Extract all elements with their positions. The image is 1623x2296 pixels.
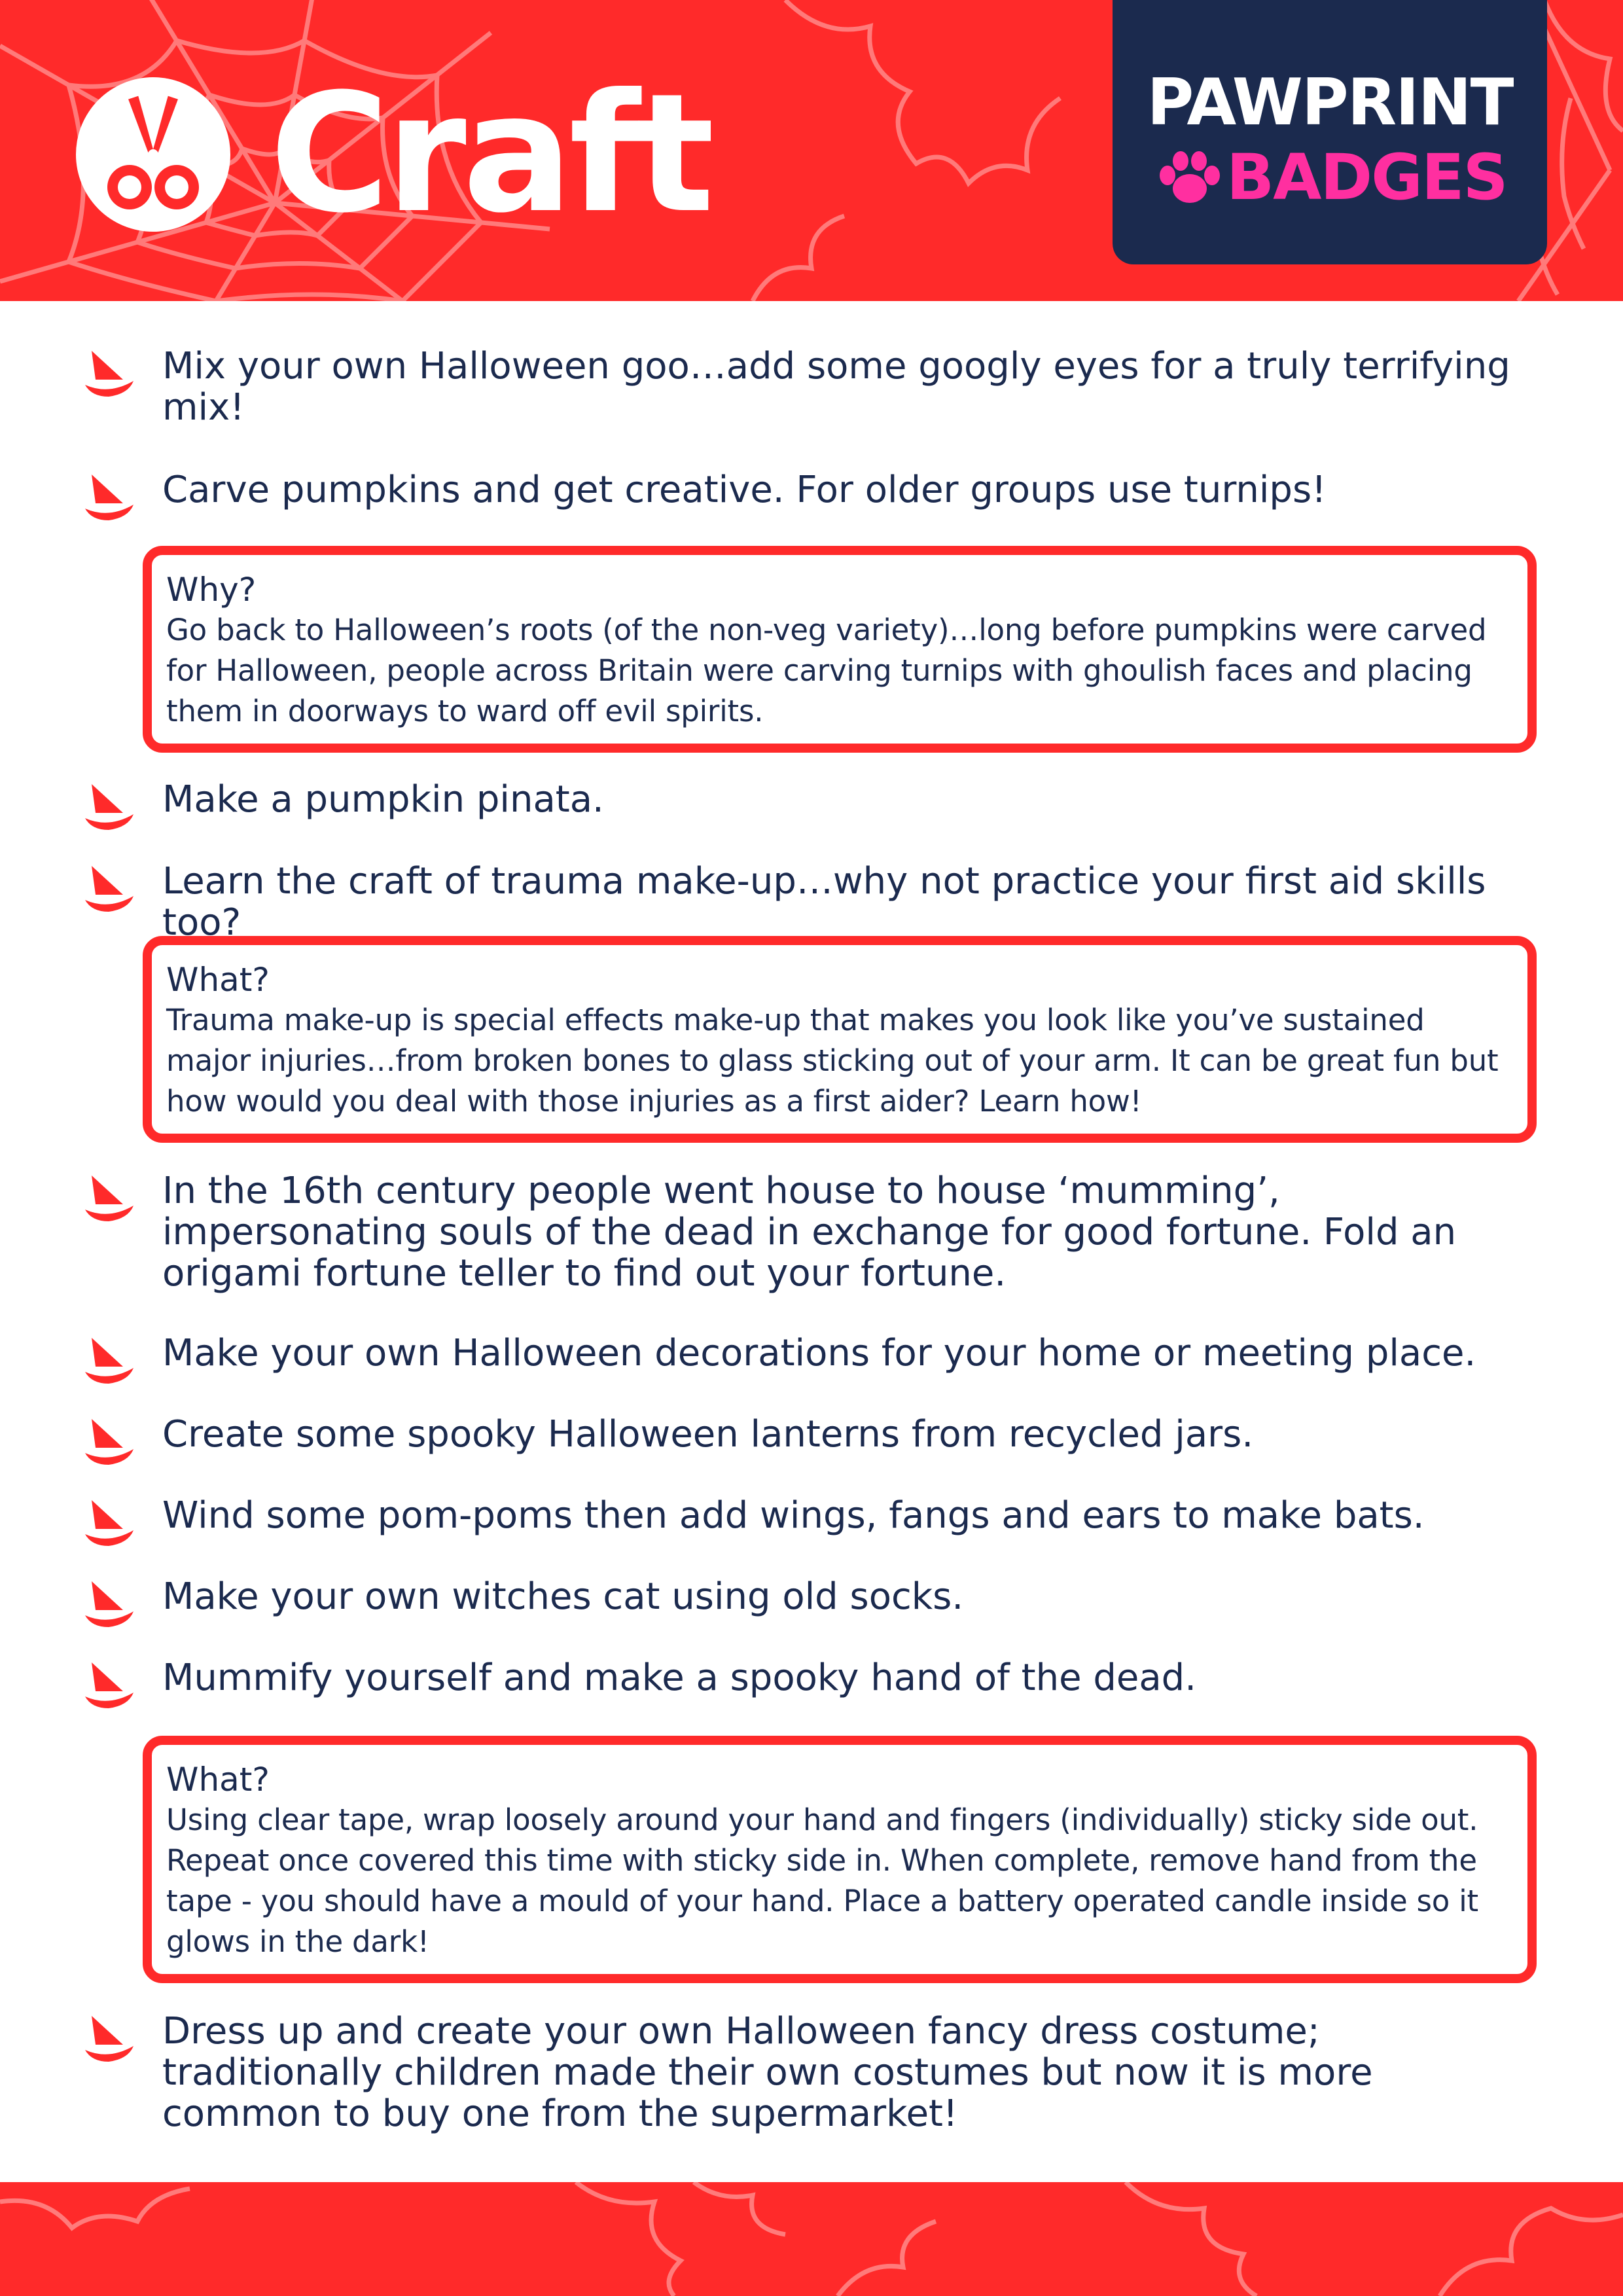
info-box-what-hand xyxy=(143,1736,1537,1983)
bat-wing-decoration xyxy=(0,2182,1623,2296)
item-text: Make a pumpkin pinata. xyxy=(162,778,604,821)
paw-icon xyxy=(1157,149,1220,208)
info-box-title: What? xyxy=(166,961,270,999)
item-text: Mummify yourself and make a spooky hand of the dead. xyxy=(162,1657,1197,1699)
item-text: Create some spooky Halloween lanterns from recycled jars. xyxy=(162,1413,1254,1456)
item-text: Mix your own Halloween goo…add some googly eyes for a truly terrifying mix! xyxy=(162,345,1510,429)
header-banner xyxy=(0,0,1623,301)
info-box-why xyxy=(143,546,1537,753)
witch-hat-icon xyxy=(82,862,137,917)
brand-logo xyxy=(1113,0,1547,264)
footer-banner xyxy=(0,2182,1623,2296)
item-text: Wind some pom-poms then add wings, fangs and ears to make bats. xyxy=(162,1494,1425,1537)
info-box-title: Why? xyxy=(166,571,257,609)
witch-hat-icon xyxy=(82,1577,137,1632)
brand-name-bottom-text: BADGES xyxy=(1226,141,1507,214)
witch-hat-icon xyxy=(82,1172,137,1227)
item-text: Make your own witches cat using old socks. xyxy=(162,1575,964,1618)
item-text: Learn the craft of trauma make-up…why not practice your first aid skills too? xyxy=(162,860,1486,944)
brand-name-top: PAWPRINT xyxy=(1147,65,1513,140)
brand-name-bottom xyxy=(1157,141,1524,213)
witch-hat-icon xyxy=(82,2012,137,2067)
info-box-text: Go back to Halloween’s roots (of the non-veg variety)…long before pumpkins were carved for Halloween, people across Britain were carving turnips with ghoulish faces and placing them in doorways to ward off evil spirits. xyxy=(166,613,1487,728)
witch-hat-icon xyxy=(82,1659,137,1713)
item-text: In the 16th century people went house to house ‘mumming’, impersonating souls of the dead in exchange for good fortune. Fold an origami fortune teller to find out your fortune. xyxy=(162,1170,1457,1295)
witch-hat-icon xyxy=(82,471,137,526)
witch-hat-icon xyxy=(82,1496,137,1551)
info-box-text: Trauma make-up is special effects make-up that makes you look like you’ve sustained major injuries…from broken bones to glass sticking out of your arm. It can be great fun but how would you deal with those injuries as a first aider? Learn how! xyxy=(166,1003,1499,1119)
scissors-icon xyxy=(76,77,230,232)
page-title: Craft xyxy=(270,58,711,249)
info-box-title: What? xyxy=(166,1761,270,1799)
item-text: Carve pumpkins and get creative. For older groups use turnips! xyxy=(162,469,1327,511)
item-text: Make your own Halloween decorations for your home or meeting place. xyxy=(162,1332,1476,1374)
witch-hat-icon xyxy=(82,780,137,835)
info-box-what-trauma xyxy=(143,936,1537,1143)
witch-hat-icon xyxy=(82,347,137,402)
witch-hat-icon xyxy=(82,1415,137,1470)
item-text: Dress up and create your own Halloween fancy dress costume; traditionally children made their own costumes but now it is more common to buy one from the supermarket! xyxy=(162,2010,1373,2135)
info-box-text: Using clear tape, wrap loosely around your hand and fingers (individually) sticky side out. Repeat once covered this time with sticky side in. When complete, remove hand from the tape - you should have a mould of your hand. Place a battery operated candle inside so it glows in the dark! xyxy=(166,1803,1478,1959)
witch-hat-icon xyxy=(82,1334,137,1389)
